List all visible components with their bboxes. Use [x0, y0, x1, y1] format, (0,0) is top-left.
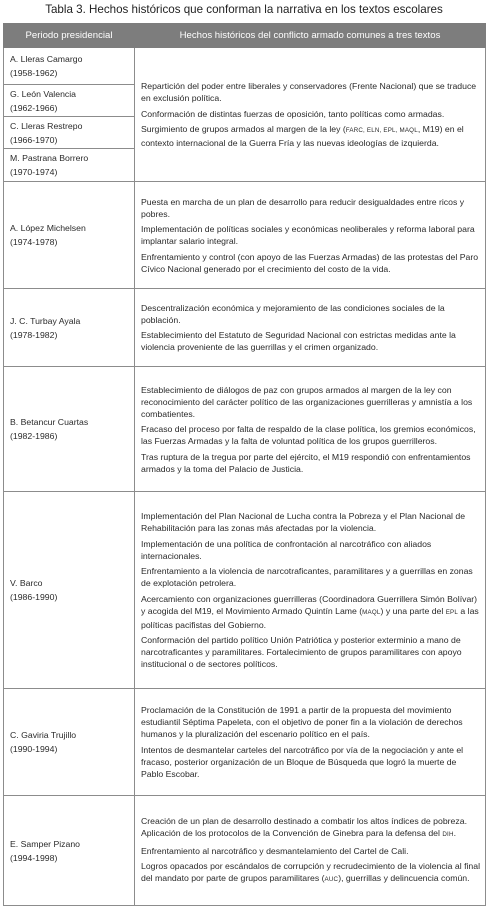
president-years: (1958-1962) [10, 68, 58, 78]
period-cell [4, 182, 135, 289]
fact-item: Implementación del Plan Nacional de Lucha contra la Pobreza y el Plan Nacional de Rehabilitación para las zonas más afectadas por la violencia. [141, 511, 466, 533]
fact-text: Creación de un plan de desarrollo destinado a combatir los altos índices de pobreza. Aplicación de los protocolos de la Convención de Ginebra para la defensa del [141, 816, 467, 838]
fact-item: Proclamación de la Constitución de 1991 a partir de la propuesta del movimiento estudiantil Séptima Papeleta, con el objetivo de poner fin a la violación de derechos humanos y la pluralización del escenario político en el país. [141, 705, 463, 740]
president-years: (1990-1994) [10, 744, 58, 754]
abbreviation: EPL [445, 608, 459, 616]
president-name: C. Lleras Restrepo [10, 120, 83, 131]
fact-text: ) y una parte del [380, 605, 446, 616]
president-name: V. Barco [10, 578, 43, 588]
fact-item [141, 123, 480, 149]
facts-cell [135, 796, 486, 906]
period-cell [4, 117, 135, 149]
president-years: (1966-1970) [10, 134, 58, 145]
fact-item: Implementación de una política de confrontación al narcotráfico con aliados internacionales. [141, 538, 432, 561]
fact-item: Repartición del poder entre liberales y conservadores (Frente Nacional) que se traduce en exclusión política. [141, 81, 477, 103]
table-row [4, 492, 486, 689]
president-years: (1970-1974) [10, 167, 58, 177]
table-caption: Tabla 3. Hechos históricos que conforman la narrativa en los textos escolares [45, 3, 443, 16]
table-header-row [4, 24, 486, 48]
abbreviation: AUC [324, 876, 339, 883]
fact-item: Enfrentamiento a la violencia de narcotraficantes, paramilitares y a guerrillas en zonas de explotación petrolera. [141, 566, 473, 588]
fact-text: Surgimiento de grupos armados al margen de la ley ( [141, 124, 346, 134]
period-cell [4, 289, 135, 367]
president-years: (1994-1998) [10, 852, 58, 863]
abbreviation: FARC, ELN, EPL, MAQL [345, 127, 418, 134]
fact-item: Establecimiento del Estatuto de Seguridad Nacional con estrictas medidas ante la violencia proveniente de las guerrillas y el crimen organizado. [141, 330, 456, 353]
period-cell [4, 367, 135, 492]
fact-item: Conformación de distintas fuerzas de oposición, tanto políticas como armadas. [141, 108, 445, 119]
facts-cell [135, 289, 486, 367]
fact-item: Puesta en marcha de un plan de desarrollo para reducir desigualdades entre ricos y pobres. [141, 196, 465, 219]
historical-facts-table [3, 23, 486, 906]
president-name: C. Gaviria Trujillo [10, 730, 77, 740]
president-years: (1962-1966) [10, 102, 58, 113]
president-name: B. Betancur Cuartas [10, 417, 89, 427]
facts-cell [135, 689, 486, 796]
fact-text: ), guerrillas y delincuencia común. [338, 873, 470, 883]
table-row [4, 689, 486, 796]
president-name: M. Pastrana Borrero [10, 153, 89, 163]
fact-item: Fracaso del proceso por falta de respaldo de la clase política, los gremios económicos, las Fuerzas Armadas y la falta de voluntad política de los grupos guerrilleros. [141, 424, 476, 446]
president-name: E. Samper Pizano [10, 838, 81, 849]
fact-item: Tras ruptura de la tregua por parte del ejército, el M19 respondió con enfrentamientos armados y la toma del Palacio de Justicia. [141, 451, 471, 474]
fact-item [141, 593, 480, 631]
period-cell [4, 796, 135, 906]
president-years: (1986-1990) [10, 592, 58, 602]
president-name: G. León Valencia [10, 88, 77, 99]
fact-text: Acercamiento con organizaciones guerrilleras (Coordinadora Guerrillera Simón Bolívar) y acogida del M19, el Movimiento Armado Quintín Lame ( [141, 593, 478, 616]
president-years: (1974-1978) [10, 237, 58, 247]
table-row [4, 289, 486, 367]
period-cell [4, 48, 135, 85]
fact-text: . [453, 828, 457, 838]
president-name: J. C. Turbay Ayala [10, 315, 81, 326]
table-row [4, 48, 486, 85]
fact-item: Implementación de políticas sociales y económicas neoliberales y reforma laboral para implantar salario integral. [141, 224, 475, 246]
president-name: A. Lleras Camargo [10, 54, 83, 64]
president-years: (1982-1986) [10, 431, 58, 441]
header-hechos: Hechos históricos del conflicto armado comunes a tres textos [135, 24, 486, 48]
table-row [4, 367, 486, 492]
fact-item: Enfrentamiento y control (con apoyo de las Fuerzas Armadas) de las protestas del Paro Cívico Nacional generado por el crecimiento del costo de la vida. [141, 251, 479, 274]
period-cell [4, 689, 135, 796]
fact-text: Logros opacados por escándalos de corrupción y recrudecimiento de la violencia al final del mandato por parte de grupos paramilitares ( [141, 861, 481, 883]
table-row [4, 796, 486, 906]
fact-item: Enfrentamiento al narcotráfico y desmantelamiento del Cartel de Cali. [141, 845, 409, 856]
fact-text: , M19) en el contexto internacional de la Guerra Fría y las nuevas ideologías de izquierda. [141, 124, 464, 148]
president-name: A. López Michelsen [10, 223, 86, 233]
facts-cell [135, 492, 486, 689]
fact-item: Intentos de desmantelar carteles del narcotráfico por vía de la negociación y ante el fracaso, posterior organización de un Bloque de Búsqueda que logró la muerte de Pablo Escobar. [141, 744, 464, 779]
facts-cell [135, 367, 486, 492]
fact-item: Establecimiento de diálogos de paz con grupos armados al margen de la ley con reconocimiento del carácter político de las organizaciones guerrilleras y amnistía a los combatientes. [141, 384, 473, 419]
period-cell [4, 492, 135, 689]
period-cell [4, 149, 135, 182]
table-row [4, 182, 486, 289]
period-cell [4, 85, 135, 117]
header-periodo: Periodo presidencial [4, 24, 135, 48]
president-years: (1978-1982) [10, 329, 58, 340]
fact-item [141, 860, 480, 886]
abbreviation: DIH [442, 831, 454, 838]
fact-item: Descentralización económica y mejoramiento de las condiciones sociales de la población. [141, 302, 445, 325]
facts-cell [135, 182, 486, 289]
facts-cell [135, 48, 486, 182]
fact-text: a las políticas pacifistas del Gobierno. [141, 605, 479, 630]
fact-item: Conformación del partido político Unión Patriótica y posterior exterminio a mano de narcotraficantes y paramilitares. Fortalecimiento de grupos paramilitares con apoyo institucional o de sectores políticos. [141, 635, 462, 669]
abbreviation: MAQL [362, 608, 381, 616]
fact-item [141, 815, 480, 841]
